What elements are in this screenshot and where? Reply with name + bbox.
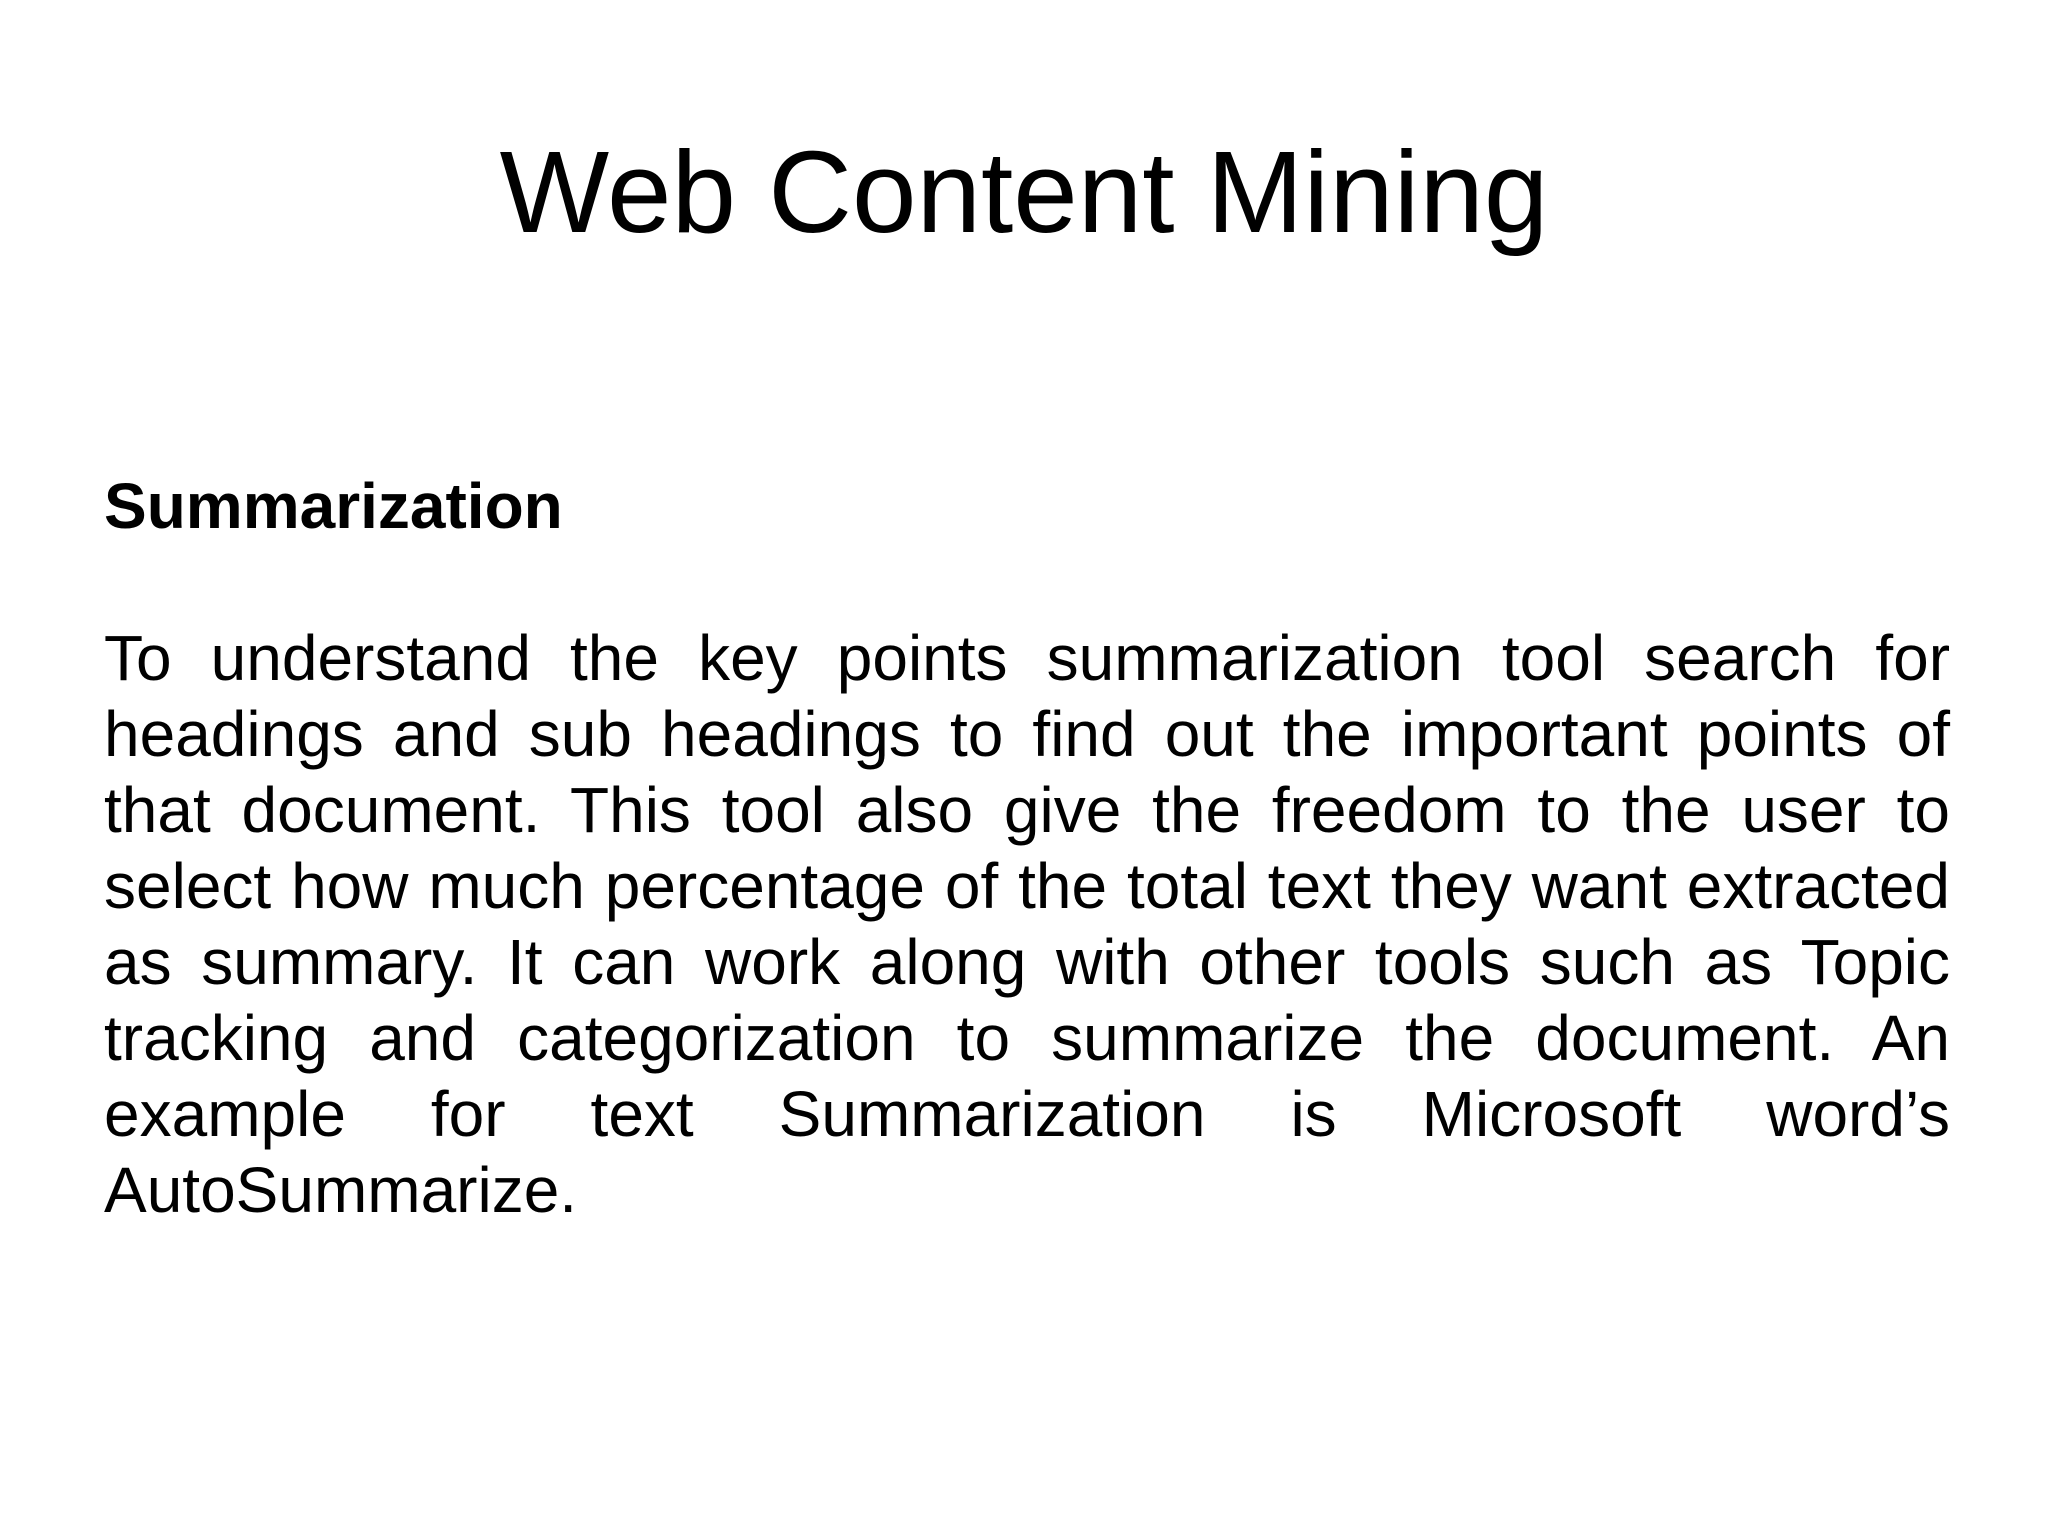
slide-title: Web Content Mining bbox=[499, 127, 1549, 257]
slide-content bbox=[104, 468, 1950, 1228]
section-heading: Summarization bbox=[104, 470, 563, 542]
body-paragraph: To understand the key points summarization tool search for headings and sub headings to find out the important points of that document. This tool also give the freedom to the user to select how much percentage of the total text they want extracted as summary. It can work along with other tools such as Topic tracking and categorization to summarize the document. An example for text Summarization is Microsoft word’s AutoSummarize. bbox=[104, 622, 1950, 1226]
